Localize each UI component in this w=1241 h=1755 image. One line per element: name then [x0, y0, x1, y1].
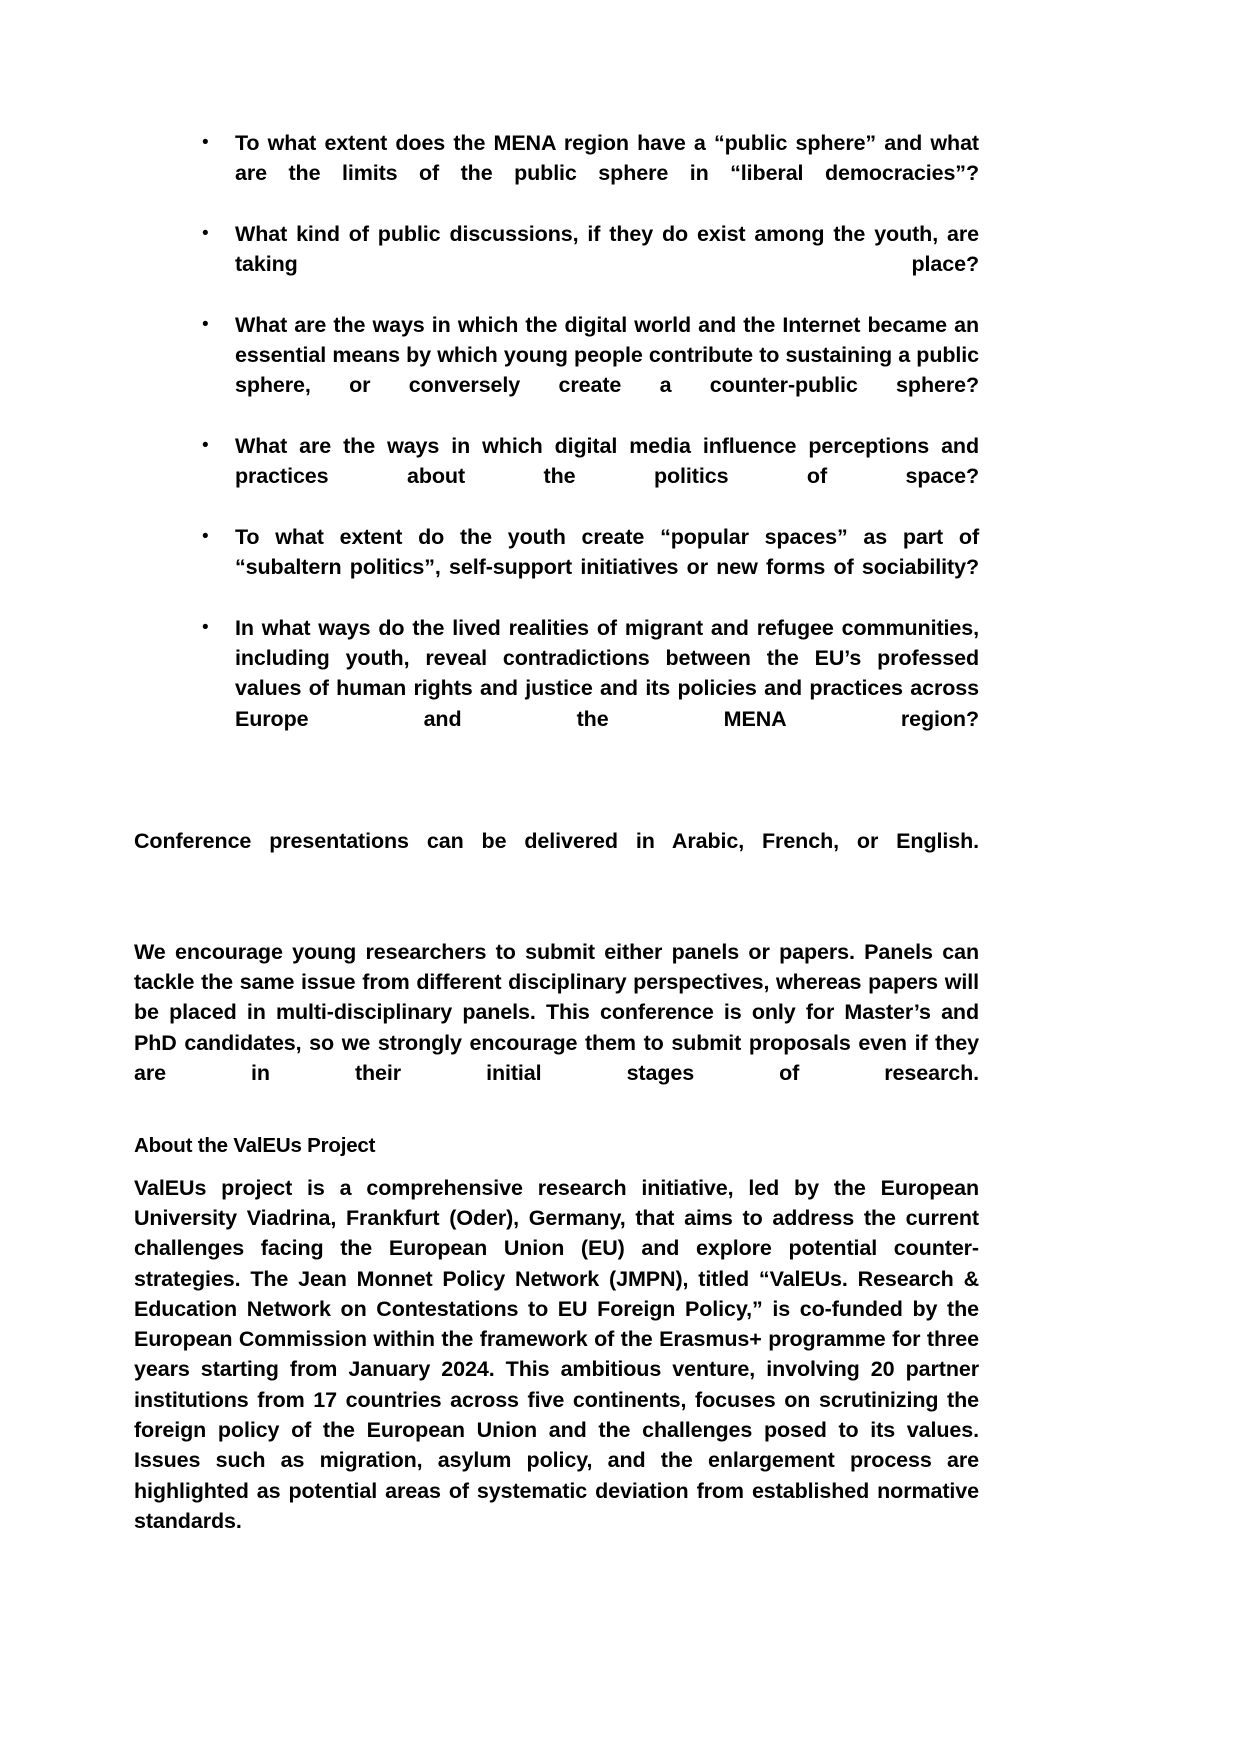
- about-section-paragraph: ValEUs project is a comprehensive research initiative, led by the European University Viadrina, Frankfurt (Oder), Germany, that aims to address the current challenges facing the European Union (EU) and explore potential counter-strategies. The Jean Monnet Policy Network (JMPN), titled “ValEUs. Research & Education Network on Contestations to EU Foreign Policy,” is co-funded by the European Commission within the framework of the Erasmus+ programme for three years starting from January 2024. This ambitious venture, involving 20 partner institutions from 17 countries across five continents, focuses on scrutinizing the foreign policy of the European Union and the challenges posed to its values. Issues such as migration, asylum policy, and the enlargement process are highlighted as potential areas of systematic deviation from established normative standards.: [134, 1175, 979, 1533]
- spacer: [134, 887, 979, 937]
- list-item: [134, 522, 979, 613]
- list-item-text: To what extent does the MENA region have a “public sphere” and what are the limits of the public sphere in “liberal democracies”?: [235, 131, 979, 186]
- bullet-icon: •: [202, 434, 209, 456]
- spacer: [134, 1161, 979, 1173]
- list-item: [134, 310, 979, 431]
- bullet-icon: •: [202, 616, 209, 638]
- about-section-heading: About the ValEUs Project: [134, 1133, 376, 1157]
- list-item: [134, 219, 979, 310]
- bullet-icon: •: [202, 132, 209, 153]
- submission-paragraph: We encourage young researchers to submit either panels or papers. Panels can tackle the same issue from different disciplinary perspectives, whereas papers will be placed in multi-disciplinary panels. This conference is only for Master’s and PhD candidates, so we strongly encourage them to submit proposals even if they are in their initial stages of research.: [134, 939, 979, 1086]
- languages-note-paragraph: Conference presentations can be delivered in Arabic, French, or English.: [134, 829, 979, 854]
- spacer: [134, 764, 979, 826]
- list-item-text: What are the ways in which the digital world and the Internet became an essential means by which young people contribute to sustaining a public sphere, or conversely create a counter-public sphere?: [235, 312, 979, 398]
- list-item-text: What kind of public discussions, if they do exist among the youth, are taking place?: [235, 221, 979, 277]
- research-questions-list: [134, 128, 979, 764]
- list-item-text: To what extent do the youth create “popular spaces” as part of “subaltern politics”, self-support initiatives or new forms of sociability?: [235, 524, 979, 580]
- list-item: [134, 613, 979, 764]
- bullet-icon: •: [202, 313, 209, 335]
- list-item: [134, 128, 979, 219]
- document-content: [134, 128, 979, 1566]
- list-item-text: In what ways do the lived realities of migrant and refugee communities, including youth, reveal contradictions between the EU’s professed values of human rights and justice and its policies and practices across Europe and the MENA region?: [235, 615, 979, 731]
- list-item: [134, 431, 979, 522]
- bullet-icon: •: [202, 525, 209, 547]
- list-item-text: What are the ways in which digital media influence perceptions and practices about the politics of space?: [235, 433, 979, 489]
- bullet-icon: •: [202, 222, 209, 244]
- spacer: [134, 1119, 979, 1131]
